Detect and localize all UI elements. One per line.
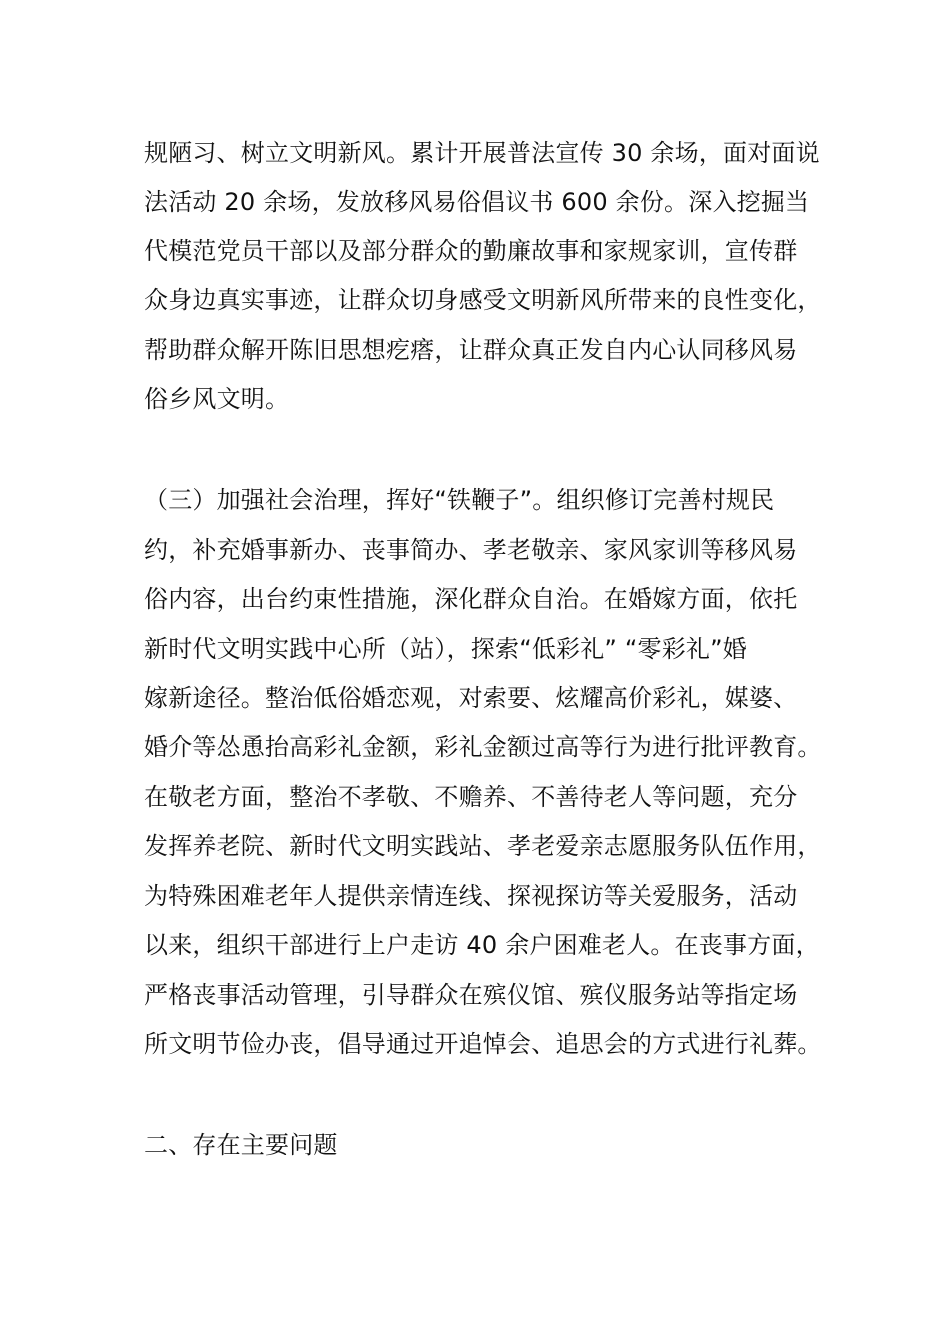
- paragraph-2-line-3: 俗内容，出台约束性措施，深化群众自治。在婚嫁方面，依托: [144, 585, 798, 613]
- paragraph-1-line-4: 众身边真实事迹，让群众切身感受文明新风所带来的良性变化，: [144, 286, 822, 314]
- paragraph-1-line-1: 规陋习、树立文明新风。累计开展普法宣传 30 余场，面对面说: [144, 139, 820, 167]
- paragraph-1-line-2: 法活动 20 余场，发放移风易俗倡议书 600 余份。深入挖掘当: [144, 188, 810, 216]
- paragraph-2-line-10: 以来，组织干部进行上户走访 40 余户困难老人。在丧事方面，: [144, 931, 820, 959]
- paragraph-2-line-7: 在敬老方面，整治不孝敬、不赡养、不善待老人等问题，充分: [144, 783, 798, 811]
- section-heading: 二、存在主要问题: [144, 1131, 338, 1159]
- paragraph-1-line-5: 帮助群众解开陈旧思想疙瘩，让群众真正发自内心认同移风易: [144, 336, 798, 364]
- paragraph-2-line-4: 新时代文明实践中心所（站），探索“低彩礼” “零彩礼”婚: [144, 635, 747, 663]
- paragraph-2-line-5: 嫁新途径。整治低俗婚恋观，对索要、炫耀高价彩礼，媒婆、: [144, 684, 798, 712]
- paragraph-2-line-12: 所文明节俭办丧，倡导通过开追悼会、追思会的方式进行礼葬。: [144, 1030, 822, 1058]
- paragraph-2-line-8: 发挥养老院、新时代文明实践站、孝老爱亲志愿服务队伍作用，: [144, 832, 822, 860]
- paragraph-2-line-11: 严格丧事活动管理，引导群众在殡仪馆、殡仪服务站等指定场: [144, 981, 798, 1009]
- paragraph-2-line-1: （三）加强社会治理，挥好“铁鞭子”。组织修订完善村规民: [144, 486, 775, 514]
- paragraph-2-line-2: 约，补充婚事新办、丧事简办、孝老敬亲、家风家训等移风易: [144, 536, 798, 564]
- paragraph-1-line-3: 代模范党员干部以及部分群众的勤廉故事和家规家训，宣传群: [144, 237, 798, 265]
- paragraph-2-line-6: 婚介等怂恿抬高彩礼金额，彩礼金额过高等行为进行批评教育。: [144, 733, 822, 761]
- paragraph-1-line-6: 俗乡风文明。: [144, 385, 290, 413]
- paragraph-2-line-9: 为特殊困难老年人提供亲情连线、探视探访等关爱服务，活动: [144, 882, 798, 910]
